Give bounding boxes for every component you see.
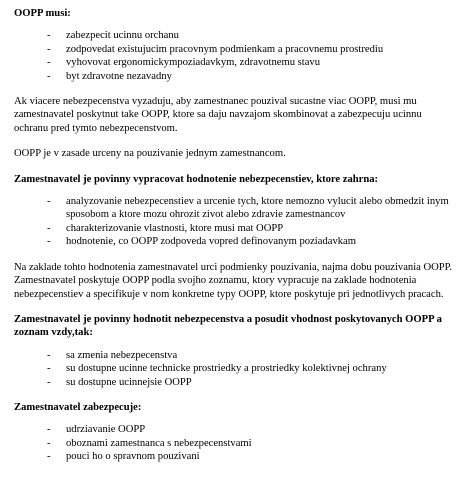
list-item-text: pouci ho o spravnom pouzivani xyxy=(66,451,200,463)
dash-bullet: - xyxy=(47,349,51,361)
list-item-text: byt zdravotne nezavadny xyxy=(66,70,172,82)
list-item-text: vyhovovat ergonomickympoziadavkym, zdravotnemu stavu xyxy=(66,57,320,69)
list-item xyxy=(14,235,458,248)
list-item xyxy=(14,362,458,375)
dash-bullet: - xyxy=(47,196,51,208)
list-item xyxy=(14,437,458,450)
list-item xyxy=(14,423,458,436)
list-item-text: udrziavanie OOPP xyxy=(66,424,146,436)
list-item-text: su dostupne ucinnejsie OOPP xyxy=(66,376,192,388)
list-item-text: charakterizovanie vlastnosti, ktore musi mat OOPP xyxy=(66,222,284,234)
list-item-text: hodnotenie, co OOPP zodpoveda vopred definovanym poziadavkam xyxy=(66,236,356,248)
paragraph-viacere: Ak viacere nebezpecenstva vyzaduju, aby zamestnanec pouzival sucastne viac OOPP, musi mu zamestnavatel poskytnut take OOPP, ktore sa daju navzajom skombinovat a zabezpecuju ucinnu ochranu pred tymto nebezpecenstvom. xyxy=(14,96,422,134)
dash-bullet: - xyxy=(47,236,51,248)
heading-posudit: Zamestnavatel je povinny hodnotit nebezpecenstva a posudit vhodnost poskytovanych OOPP a zoznam vzdy,tak: xyxy=(14,313,442,339)
dash-bullet: - xyxy=(47,451,51,463)
list-item-text: zabezpecit ucinnu orchanu xyxy=(66,30,179,42)
dash-bullet: - xyxy=(47,30,51,42)
paragraph-jeden-zamestnanec: OOPP je v zasade urceny na pouzivanie jednym zamestnancom. xyxy=(14,148,286,160)
list-item xyxy=(14,43,458,56)
list-item xyxy=(14,29,458,42)
list-item-text: su dostupne ucinne technicke prostriedky a prostriedky kolektivnej ochrany xyxy=(66,363,387,375)
list-item-text: analyzovanie nebezpecenstiev a urcenie tych, ktore nemozno vylucit alebo obmedzit inym sposobom a ktore mozu ohrozit zivot alebo zdravie zamestnancov xyxy=(66,196,449,221)
list-oopp-musi xyxy=(14,29,458,83)
list-item-text: oboznami zamestnanca s nebezpecenstvami xyxy=(66,437,252,449)
list-item xyxy=(14,70,458,83)
dash-bullet: - xyxy=(47,424,51,436)
paragraph-na-zaklade: Na zaklade tohto hodnotenia zamestnavatel urci podmienky pouzivania, najma dobu pouzivania OOPP. xyxy=(14,261,453,273)
list-hodnotenie xyxy=(14,195,458,249)
list-item xyxy=(14,195,458,222)
list-item-text: zodpovedat existujucim pracovnym podmienkam a pracovnemu prostrediu xyxy=(66,43,384,55)
dash-bullet: - xyxy=(47,57,51,69)
dash-bullet: - xyxy=(47,376,51,388)
paragraph-poskytuje: Zamestnavatel poskytuje OOPP podla svojho zoznamu, ktory vypracuje na zaklade hodnotenia nebezpecenstiev a specifikuje v nom konkretne typy OOPP, ktore poskytuje pri jednotlivych pracach. xyxy=(14,275,444,300)
list-posudit xyxy=(14,349,458,389)
heading-zabezpecuje: Zamestnavatel zabezpecuje: xyxy=(14,401,142,413)
heading-hodnotenie: Zamestnavatel je povinny vypracovat hodnotenie nebezpecenstiev, ktore zahrna: xyxy=(14,173,379,185)
list-item xyxy=(14,222,458,235)
list-item xyxy=(14,376,458,389)
heading-oopp-musi: OOPP musi: xyxy=(14,8,71,19)
list-item xyxy=(14,450,458,463)
dash-bullet: - xyxy=(47,437,51,449)
list-zabezpecuje xyxy=(14,423,458,463)
dash-bullet: - xyxy=(47,43,51,55)
list-item-text: sa zmenia nebezpecenstva xyxy=(66,349,178,361)
dash-bullet: - xyxy=(47,70,51,82)
dash-bullet: - xyxy=(47,222,51,234)
dash-bullet: - xyxy=(47,363,51,375)
list-item xyxy=(14,56,458,69)
list-item xyxy=(14,349,458,362)
